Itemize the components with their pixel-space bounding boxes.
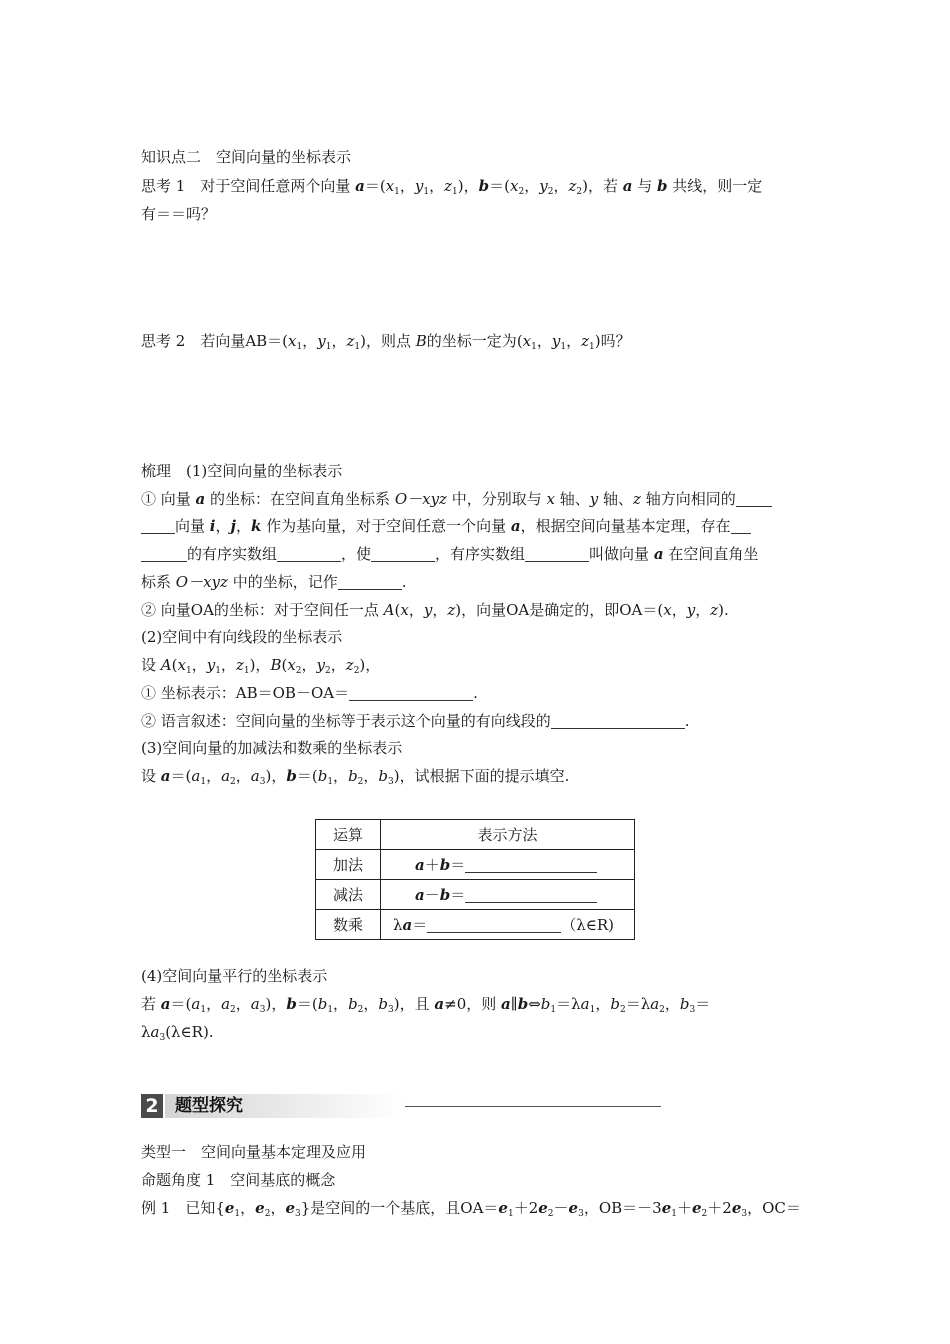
blank[interactable] bbox=[465, 888, 597, 903]
summary-s1-line4: 标系 O－xyz 中的坐标，记作 . bbox=[141, 573, 407, 591]
expr-cell: a＋b＝ bbox=[381, 850, 635, 880]
header-method: 表示方法 bbox=[381, 820, 635, 850]
think1-line1: 思考 1 对于空间任意两个向量 $a=(x_1$，$y_1$，$z_1$)，$b=(x_2$，$y_2$，$z_2$)，若 a 与 b 共线，则一定 bbox=[141, 177, 763, 197]
example1-label: 例 1 bbox=[141, 1199, 171, 1217]
blank[interactable] bbox=[349, 686, 473, 701]
p4-line1: 若 $a=(a_1$，$a_2$，$a_3$)，$b=(b_1$，$b_2$，$b_3$)，且 a≠0，则 $a\parallel b\Leftrightarrow b_1=\lambda a_1$，$b_2=\lambda a_2$，$b_3=$ bbox=[141, 995, 711, 1015]
expr-cell: λa＝ （λ∈R) bbox=[381, 910, 635, 940]
blank[interactable] bbox=[551, 714, 685, 729]
p4-line2: $\lambda a_3(\lambda\in R)$. bbox=[141, 1023, 214, 1043]
blank[interactable] bbox=[525, 547, 589, 562]
section-header bbox=[141, 1094, 521, 1118]
blank[interactable] bbox=[465, 858, 597, 873]
summary-title: 梳理 (1)空间向量的坐标表示 bbox=[141, 462, 343, 480]
op-cell: 数乘 bbox=[316, 910, 381, 940]
operations-table bbox=[315, 819, 635, 940]
p3-set: 设 $a=(a_1$，$a_2$，$a_3$)，$b=(b_1$，$b_2$，$b_3$)，试根据下面的提示填空. bbox=[141, 767, 570, 787]
header-op: 运算 bbox=[316, 820, 381, 850]
op-cell: 加法 bbox=[316, 850, 381, 880]
think2-label: 思考 2 bbox=[141, 332, 186, 350]
table-header-row bbox=[316, 820, 635, 850]
expr-cell: a－b＝ bbox=[381, 880, 635, 910]
kp2-title: 知识点二 空间向量的坐标表示 bbox=[141, 148, 352, 166]
example1: 例 1 已知{$e_1$，$e_2$，$e_3$}是空间的一个基底，且$OA=e_1+2e_2-e_3$，$OB=-3e_1+e_2+2e_3$，OC＝ bbox=[141, 1199, 801, 1219]
blank[interactable] bbox=[141, 519, 175, 534]
section-divider bbox=[405, 1106, 661, 1107]
op-cell: 减法 bbox=[316, 880, 381, 910]
section-title: 题型探究 bbox=[175, 1096, 243, 1116]
blank[interactable] bbox=[141, 547, 187, 562]
p3-title: (3)空间向量的加减法和数乘的坐标表示 bbox=[141, 739, 403, 757]
blank[interactable] bbox=[371, 547, 435, 562]
p2-set: 设 $A(x_1$，$y_1$，$z_1$)，$B(x_2$，$y_2$，$z_2$)， bbox=[141, 656, 381, 676]
p4-title: (4)空间向量平行的坐标表示 bbox=[141, 967, 328, 985]
blank[interactable] bbox=[338, 575, 402, 590]
blank[interactable] bbox=[427, 918, 561, 933]
summary-s1-line2: 向量 i，j，k 作为基向量，对于空间任意一个向量 a，根据空间向量基本定理，存在 bbox=[141, 516, 751, 536]
blank[interactable] bbox=[736, 492, 772, 507]
angle1-heading: 命题角度 1 空间基底的概念 bbox=[141, 1171, 336, 1189]
table-row bbox=[316, 880, 635, 910]
think2: 思考 2 若向量$AB=(x_1$，$y_1$，$z_1$)，则点 B的坐标一定为($x_1$，$y_1$，$z_1$)吗？ bbox=[141, 332, 631, 352]
summary-s2: ② 向量OA的坐标：对于空间任一点 A(x，y，z)，向量OA是确定的，即OA＝(x，y，z). bbox=[141, 601, 729, 619]
p2-desc: ② 语言叙述：空间向量的坐标等于表示这个向量的有向线段的 . bbox=[141, 712, 690, 730]
think1-label: 思考 1 bbox=[141, 177, 186, 195]
type1-heading: 类型一 空间向量基本定理及应用 bbox=[141, 1143, 367, 1161]
p2-title: (2)空间中有向线段的坐标表示 bbox=[141, 628, 343, 646]
summary-s1-line3: 的有序实数组 ，使 ，有序实数组 叫做向量 a 在空间直角坐 bbox=[141, 544, 758, 564]
blank[interactable] bbox=[731, 519, 751, 534]
blank[interactable] bbox=[277, 547, 341, 562]
section-number: 2 bbox=[141, 1094, 163, 1118]
summary-s1-line1: ① 向量 a 的坐标：在空间直角坐标系 O－xyz 中，分别取与 x 轴、y 轴、z 轴方向相同的 bbox=[141, 489, 772, 509]
think1-line2: 有＝＝吗？ bbox=[141, 205, 217, 223]
table-row bbox=[316, 850, 635, 880]
table-row bbox=[316, 910, 635, 940]
p2-coord: ① 坐标表示：AB＝OB－OA＝ . bbox=[141, 684, 478, 702]
